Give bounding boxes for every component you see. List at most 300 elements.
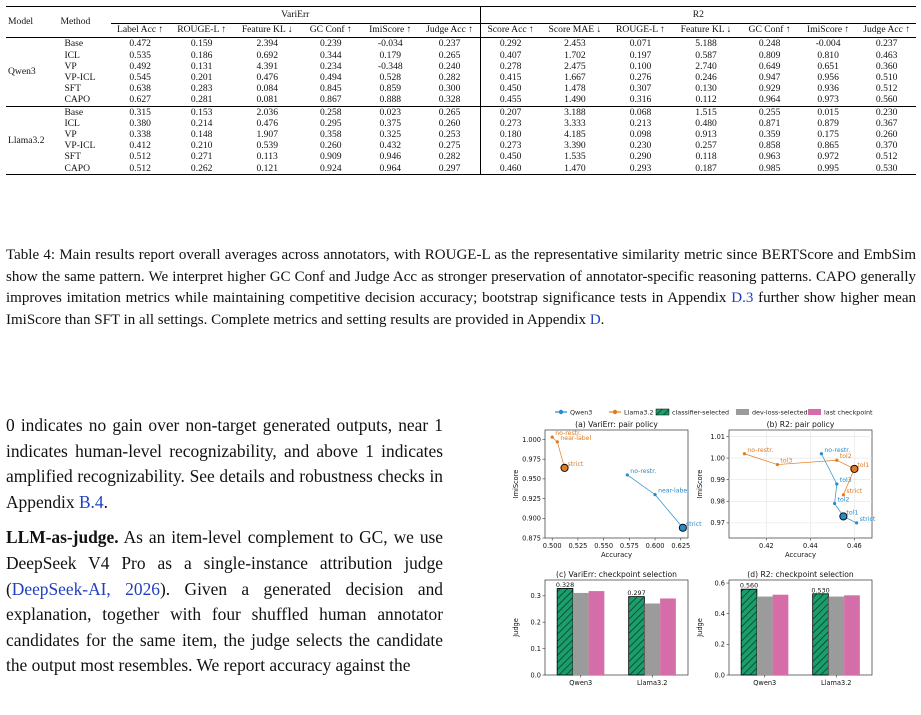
cell-r2: 0.972 [817, 151, 839, 163]
cell-varierr: 0.237 [438, 38, 461, 50]
cell-varierr: 0.113 [256, 151, 278, 163]
cell-varierr: 0.186 [190, 49, 213, 61]
cell-varierr: 0.262 [190, 162, 213, 174]
method-label: VP-ICL [64, 140, 96, 152]
method-label: Base [64, 38, 84, 50]
method-label: SFT [64, 83, 81, 95]
cell-varierr: 0.265 [438, 106, 461, 118]
cell-varierr: 0.476 [256, 72, 279, 84]
cell-r2: 1.667 [564, 72, 586, 84]
legend-swatch-3 [736, 409, 749, 415]
cell-r2: 0.956 [817, 72, 839, 84]
y-tick-label: 0.900 [522, 514, 541, 523]
cell-varierr: 0.909 [319, 151, 342, 163]
x-tick-label: Qwen3 [569, 679, 593, 687]
y-tick-label: 1.01 [710, 432, 725, 441]
cell-varierr: 0.214 [190, 117, 213, 129]
x-tick-label: 0.525 [568, 542, 588, 550]
cell-r2: 0.246 [695, 72, 717, 84]
cell-r2: 0.292 [480, 38, 541, 50]
paragraph-llm-judge [6, 525, 443, 679]
cell-varierr: 0.380 [129, 117, 151, 129]
cell-r2: 0.015 [817, 106, 839, 118]
y-tick-label: 0.2 [530, 618, 541, 627]
cell-varierr: 0.258 [319, 106, 342, 118]
legend-swatch-4 [808, 409, 821, 415]
method-label: VP [64, 129, 77, 141]
cell-varierr: 0.859 [379, 83, 402, 95]
y-tick-label: 0.875 [522, 534, 541, 543]
legend-label: Qwen3 [570, 408, 593, 417]
cell-varierr: 0.260 [438, 117, 461, 129]
y-tick-label: 0.2 [714, 640, 725, 649]
cell-varierr: 0.131 [190, 60, 213, 72]
legend-label: Llama3.2 [624, 408, 654, 417]
cell-r2: 0.964 [758, 94, 781, 106]
cell-r2: 0.879 [817, 117, 839, 129]
subheader-row [6, 24, 916, 38]
bar-value-label: 0.328 [555, 580, 575, 589]
series-line [655, 495, 683, 528]
cell-varierr: 0.239 [319, 38, 342, 50]
cell-r2: 0.359 [758, 129, 781, 141]
cell-r2: 4.185 [564, 129, 586, 141]
x-tick-label: Qwen3 [753, 679, 777, 687]
cell-r2: 0.913 [695, 129, 717, 141]
bar-dev-loss-selected [828, 597, 844, 675]
cell-r2: 0.587 [695, 49, 717, 61]
bar-last-checkpoint [773, 595, 789, 675]
cell-varierr: 0.412 [129, 140, 151, 152]
cell-varierr: 0.328 [438, 94, 461, 106]
col-header-varierr: GC Conf ↑ [309, 24, 352, 36]
results-table-container [6, 6, 916, 175]
method-label: VP [64, 60, 77, 72]
caption-text-2: further show higher mean ImiScore than SFT in all settings. Complete metrics and setting results are provided in Appendix [6, 290, 916, 328]
cell-varierr: 0.283 [190, 83, 213, 95]
cell-r2: 3.390 [564, 140, 586, 152]
cell-r2: 3.188 [564, 106, 586, 118]
data-point [835, 482, 838, 485]
figure-svg [497, 404, 913, 710]
cell-r2: 0.255 [758, 106, 781, 118]
point-label: near-label [658, 487, 689, 495]
x-axis-label: Accuracy [784, 551, 817, 559]
table-row [6, 151, 916, 162]
cell-varierr: 0.281 [190, 94, 213, 106]
cell-r2: 3.333 [564, 117, 586, 129]
cell-r2: 0.530 [875, 162, 898, 174]
table-row [6, 38, 916, 50]
cell-varierr: 0.845 [319, 83, 342, 95]
cell-varierr: 0.476 [256, 117, 279, 129]
table-row [6, 129, 916, 140]
cell-varierr: 0.253 [438, 129, 461, 141]
x-tick-label: 0.42 [759, 542, 774, 550]
cell-r2: 0.112 [695, 94, 717, 106]
point-label: no-restr. [555, 430, 582, 438]
cell-varierr: 0.084 [256, 83, 279, 95]
cell-varierr: 4.391 [256, 60, 279, 72]
method-label: SFT [64, 151, 81, 163]
cell-r2: 0.407 [480, 50, 541, 61]
col-header-r2: Judge Acc ↑ [863, 24, 911, 36]
cell-r2: 0.460 [480, 163, 541, 175]
cell-varierr: 0.512 [129, 151, 151, 163]
cell-r2: 0.865 [817, 140, 839, 152]
cell-varierr: 0.338 [129, 129, 151, 141]
cell-varierr: 0.946 [379, 151, 402, 163]
cell-varierr: 0.512 [129, 162, 151, 174]
x-tick-label: Llama3.2 [637, 679, 668, 687]
cell-r2: 0.973 [817, 94, 839, 106]
cell-r2: 0.871 [758, 117, 781, 129]
data-point [626, 473, 629, 476]
cell-varierr: 0.528 [379, 72, 402, 84]
cell-r2: 0.273 [480, 140, 541, 151]
point-label: tol3 [839, 477, 852, 484]
method-label: Base [64, 106, 84, 118]
y-tick-label: 0.99 [710, 475, 725, 484]
subplot-title: (c) VariErr: checkpoint selection [556, 570, 677, 579]
y-tick-label: 0.4 [714, 610, 725, 619]
body-text-3: As an item-level complement to GC, we use DeepSeek V4 Pro as a single-instance attribution judge ( [6, 527, 443, 599]
cell-r2: 0.237 [875, 38, 898, 50]
table-row [6, 83, 916, 94]
cell-r2: 0.450 [480, 151, 541, 162]
subplot-title: (a) VariErr: pair policy [575, 420, 658, 429]
x-tick-label: 0.600 [645, 542, 665, 550]
cell-r2: 0.858 [758, 140, 781, 152]
x-tick-label: Llama3.2 [821, 679, 852, 687]
table-row [6, 118, 916, 129]
cell-r2: 1.535 [564, 151, 586, 163]
bar-dev-loss-selected [644, 603, 660, 675]
cell-r2: 0.963 [758, 151, 781, 163]
point-label: strict [846, 487, 863, 495]
y-tick-label: 1.00 [710, 454, 725, 463]
model-label: Qwen3 [8, 66, 36, 78]
cell-r2: 0.068 [629, 106, 652, 118]
cell-r2: 0.197 [629, 49, 652, 61]
cell-r2: 0.985 [758, 162, 781, 174]
paragraph-imiscore [6, 413, 443, 515]
cell-r2: 0.230 [875, 106, 898, 118]
cell-r2: 2.453 [564, 38, 586, 50]
col-header-r2: Feature KL ↓ [680, 24, 732, 36]
cell-varierr: 0.888 [379, 94, 402, 106]
cell-varierr: 0.153 [190, 106, 213, 118]
table-row [6, 50, 916, 61]
caption-text-3: . [600, 311, 605, 328]
x-tick-label: 0.46 [847, 542, 862, 550]
cell-r2: 0.480 [695, 117, 717, 129]
cell-r2: 0.276 [629, 72, 652, 84]
cell-r2: 0.463 [875, 49, 898, 61]
y-tick-label: 0.0 [530, 671, 541, 680]
method-label: CAPO [64, 162, 91, 174]
cell-r2: 0.947 [758, 72, 781, 84]
cell-r2: 0.213 [629, 117, 652, 129]
cell-varierr: 0.159 [190, 38, 213, 50]
x-tick-label: 0.550 [594, 542, 614, 550]
y-tick-label: 0.925 [522, 494, 541, 503]
x-tick-label: 0.44 [803, 542, 818, 550]
caption-text-1: Table 4: Main results report overall averages across annotators, with ROUGE-L as the representative similarity metric since BERTScore and EmbSim show the same pattern. We interpret higher GC Conf and Judge Acc as stronger preservation of annotator-specific reasoning patterns. CAPO generally improves imitation metrics while maintaining competitive decision accuracy; bootstrap significance tests in Appendix [6, 247, 916, 307]
bar-classifier-selected [557, 588, 573, 675]
method-label: ICL [64, 49, 80, 61]
cell-r2: 0.649 [758, 60, 781, 72]
legend-swatch-2 [656, 409, 669, 415]
cell-r2: 0.512 [875, 151, 898, 163]
cell-varierr: 0.494 [319, 72, 342, 84]
y-axis-label: Judge [696, 618, 704, 637]
y-tick-label: 0.97 [710, 519, 725, 528]
header-method: Method [60, 16, 91, 28]
point-label: tol2 [839, 453, 852, 461]
cell-r2: 0.293 [629, 162, 652, 174]
body-text [6, 413, 443, 689]
cell-r2: 0.098 [629, 129, 652, 141]
x-tick-label: 0.500 [542, 542, 562, 550]
cell-r2: 0.929 [758, 83, 781, 95]
cell-varierr: 0.282 [438, 151, 461, 163]
col-header-r2: ROUGE-L ↑ [616, 24, 665, 36]
cell-varierr: 0.234 [319, 60, 342, 72]
table-row [6, 61, 916, 72]
y-tick-label: 0.0 [714, 671, 725, 680]
table-row [6, 163, 916, 175]
data-point [835, 459, 838, 462]
cell-varierr: 0.297 [438, 162, 461, 174]
cell-varierr: 0.121 [256, 162, 279, 174]
cell-r2: 0.455 [480, 94, 541, 106]
cell-r2: 0.995 [817, 162, 839, 174]
cell-r2: 5.188 [695, 38, 717, 50]
cell-varierr: 0.638 [129, 83, 151, 95]
cell-varierr: 0.492 [129, 60, 151, 72]
cell-r2: -0.004 [815, 38, 841, 50]
y-tick-label: 0.1 [530, 644, 541, 653]
point-label: no-restr. [630, 467, 657, 475]
cell-r2: 0.100 [629, 60, 652, 72]
cell-r2: 0.290 [629, 151, 652, 163]
header-group-varierr: VariErr [111, 7, 480, 24]
method-label: ICL [64, 117, 80, 129]
cell-varierr: 0.375 [379, 117, 402, 129]
cell-r2: 0.560 [875, 94, 898, 106]
cell-varierr: 0.358 [319, 129, 342, 141]
cell-r2: 0.180 [480, 129, 541, 140]
cell-r2: 0.316 [629, 94, 652, 106]
cell-r2: 0.230 [629, 140, 652, 152]
appendix-link-d[interactable]: D [589, 311, 601, 328]
cell-r2: 0.278 [480, 61, 541, 72]
cell-varierr: 0.023 [379, 106, 402, 118]
col-header-r2: Score Acc ↑ [480, 24, 541, 38]
point-label: strict [859, 515, 876, 523]
cell-r2: 0.307 [629, 83, 652, 95]
cell-r2: 1.515 [695, 106, 717, 118]
cell-varierr: 0.315 [129, 106, 151, 118]
y-tick-label: 1.000 [522, 435, 541, 444]
cell-varierr: 0.148 [190, 129, 213, 141]
cell-r2: 0.207 [480, 106, 541, 118]
data-point [820, 452, 823, 455]
col-header-r2: ImiScore ↑ [806, 24, 850, 36]
cell-varierr: 0.265 [438, 49, 461, 61]
bar-classifier-selected [741, 589, 757, 675]
cell-r2: 0.512 [875, 83, 898, 95]
cell-varierr: -0.034 [377, 38, 403, 50]
point-label: tol3 [780, 457, 793, 465]
y-axis-label: Judge [512, 618, 520, 637]
cell-varierr: 0.081 [256, 94, 279, 106]
col-header-varierr: Label Acc ↑ [116, 24, 164, 36]
y-tick-label: 0.98 [710, 497, 725, 506]
cell-varierr: 1.907 [256, 129, 279, 141]
x-axis-label: Accuracy [600, 551, 633, 559]
cell-varierr: 0.472 [129, 38, 151, 50]
col-header-r2: GC Conf ↑ [748, 24, 791, 36]
cell-r2: 2.475 [564, 60, 586, 72]
cell-r2: 0.248 [758, 38, 781, 50]
body-text-4: ). Given a generated decision and explanation, together with four shuffled human annotator candidates for the same item, the judge selects the candidate the output most resembles. We report accuracy against the [6, 578, 443, 676]
cell-r2: 1.490 [564, 94, 586, 106]
results-body [6, 38, 916, 174]
cell-r2: 1.702 [564, 49, 586, 61]
cell-r2: 0.187 [695, 162, 717, 174]
series-line [835, 484, 837, 503]
cell-r2: 0.450 [480, 83, 541, 94]
data-point [776, 463, 779, 466]
series-line [744, 454, 777, 465]
data-point [653, 493, 656, 496]
method-label: CAPO [64, 94, 91, 106]
cell-varierr: 0.300 [438, 83, 461, 95]
cell-r2: 0.257 [695, 140, 717, 152]
body-text-1: 0 indicates no gain over non-target generated outputs, near 1 indicates human-level recognizability, and above 1 indicates amplified recognizability. See details and robustness checks in Appendix [6, 415, 443, 512]
cell-r2: 0.175 [817, 129, 839, 141]
cell-varierr: 0.325 [379, 129, 402, 141]
cell-r2: 0.651 [817, 60, 839, 72]
point-label: strict [567, 460, 584, 468]
bar-last-checkpoint [844, 595, 860, 675]
bar-last-checkpoint [660, 598, 676, 675]
cell-varierr: 0.924 [319, 162, 342, 174]
model-label: Llama3.2 [8, 134, 45, 146]
cell-varierr: 0.282 [438, 72, 461, 84]
figure-panel [497, 404, 913, 710]
cell-r2: 0.510 [875, 72, 898, 84]
cell-varierr: 0.260 [319, 140, 342, 152]
point-label: tol1 [857, 461, 870, 469]
cell-varierr: 0.539 [256, 140, 279, 152]
cell-varierr: 2.036 [256, 106, 279, 118]
cell-r2: 0.130 [695, 83, 717, 95]
bar-value-label: 0.560 [739, 581, 759, 590]
col-header-varierr: ImiScore ↑ [369, 24, 412, 36]
bar-classifier-selected [813, 594, 829, 675]
cell-varierr: 0.201 [190, 72, 213, 84]
y-axis-label: ImiScore [696, 469, 704, 499]
cell-r2: 0.936 [817, 83, 839, 95]
cell-varierr: 0.240 [438, 60, 461, 72]
cell-varierr: 0.535 [129, 49, 151, 61]
point-label: tol1 [846, 509, 859, 517]
cell-varierr: 0.344 [319, 49, 342, 61]
cell-varierr: 0.179 [379, 49, 402, 61]
cell-varierr: 0.295 [319, 117, 342, 129]
x-tick-label: 0.625 [671, 542, 691, 550]
data-point [855, 521, 858, 524]
cell-varierr: 0.692 [256, 49, 279, 61]
cell-r2: 0.370 [875, 140, 898, 152]
subplot-frame [545, 430, 688, 538]
point-label: no-restr. [824, 446, 851, 454]
legend-llama-marker [613, 410, 617, 414]
bar-last-checkpoint [589, 591, 605, 675]
x-tick-label: 0.575 [619, 542, 639, 550]
legend-label: classifier-selected [672, 408, 730, 417]
y-axis-label: ImiScore [512, 469, 520, 499]
legend-label: last checkpoint [824, 408, 873, 417]
appendix-link-b4[interactable]: B.4 [78, 491, 104, 512]
cell-r2: 2.740 [695, 60, 717, 72]
subplot-title: (b) R2: pair policy [766, 420, 835, 429]
cell-r2: 0.273 [480, 118, 541, 129]
cell-r2: 0.367 [875, 117, 898, 129]
appendix-link-d3[interactable]: D.3 [731, 290, 754, 307]
table-row [6, 140, 916, 151]
col-header-varierr: Judge Acc ↑ [426, 24, 474, 36]
method-label: VP-ICL [64, 72, 96, 84]
header-group-r2: R2 [480, 7, 916, 24]
table-row [6, 72, 916, 83]
cell-varierr: 0.271 [190, 151, 213, 163]
point-label: near-label [560, 434, 592, 442]
col-header-r2: Score MAE ↓ [548, 24, 602, 36]
cell-varierr: 0.210 [190, 140, 213, 152]
cell-varierr: -0.348 [377, 60, 403, 72]
cell-r2: 0.809 [758, 49, 781, 61]
table-row [6, 106, 916, 118]
cell-r2: 0.360 [875, 60, 898, 72]
bar-dev-loss-selected [573, 593, 589, 675]
body-text-2: . [103, 491, 108, 512]
y-tick-label: 0.950 [522, 475, 541, 484]
cell-r2: 0.071 [629, 38, 652, 50]
data-point [551, 435, 554, 438]
data-point [556, 440, 559, 443]
table-row [6, 94, 916, 106]
results-table [6, 6, 916, 175]
citation-link-deepseek[interactable]: DeepSeek-AI, 2026 [11, 578, 160, 599]
col-header-varierr: Feature KL ↓ [241, 24, 293, 36]
cell-varierr: 0.432 [379, 140, 402, 152]
data-point [833, 502, 836, 505]
legend-qwen-marker [559, 410, 563, 414]
series-line [627, 475, 655, 495]
point-label: no-restr. [747, 446, 774, 454]
point-label: tol2 [837, 496, 850, 504]
cell-varierr: 0.964 [379, 162, 402, 174]
cell-varierr: 2.394 [256, 38, 279, 50]
cell-r2: 1.470 [564, 162, 586, 174]
bar-classifier-selected [629, 597, 645, 675]
cell-r2: 0.260 [875, 129, 898, 141]
cell-r2: 0.415 [480, 72, 541, 83]
